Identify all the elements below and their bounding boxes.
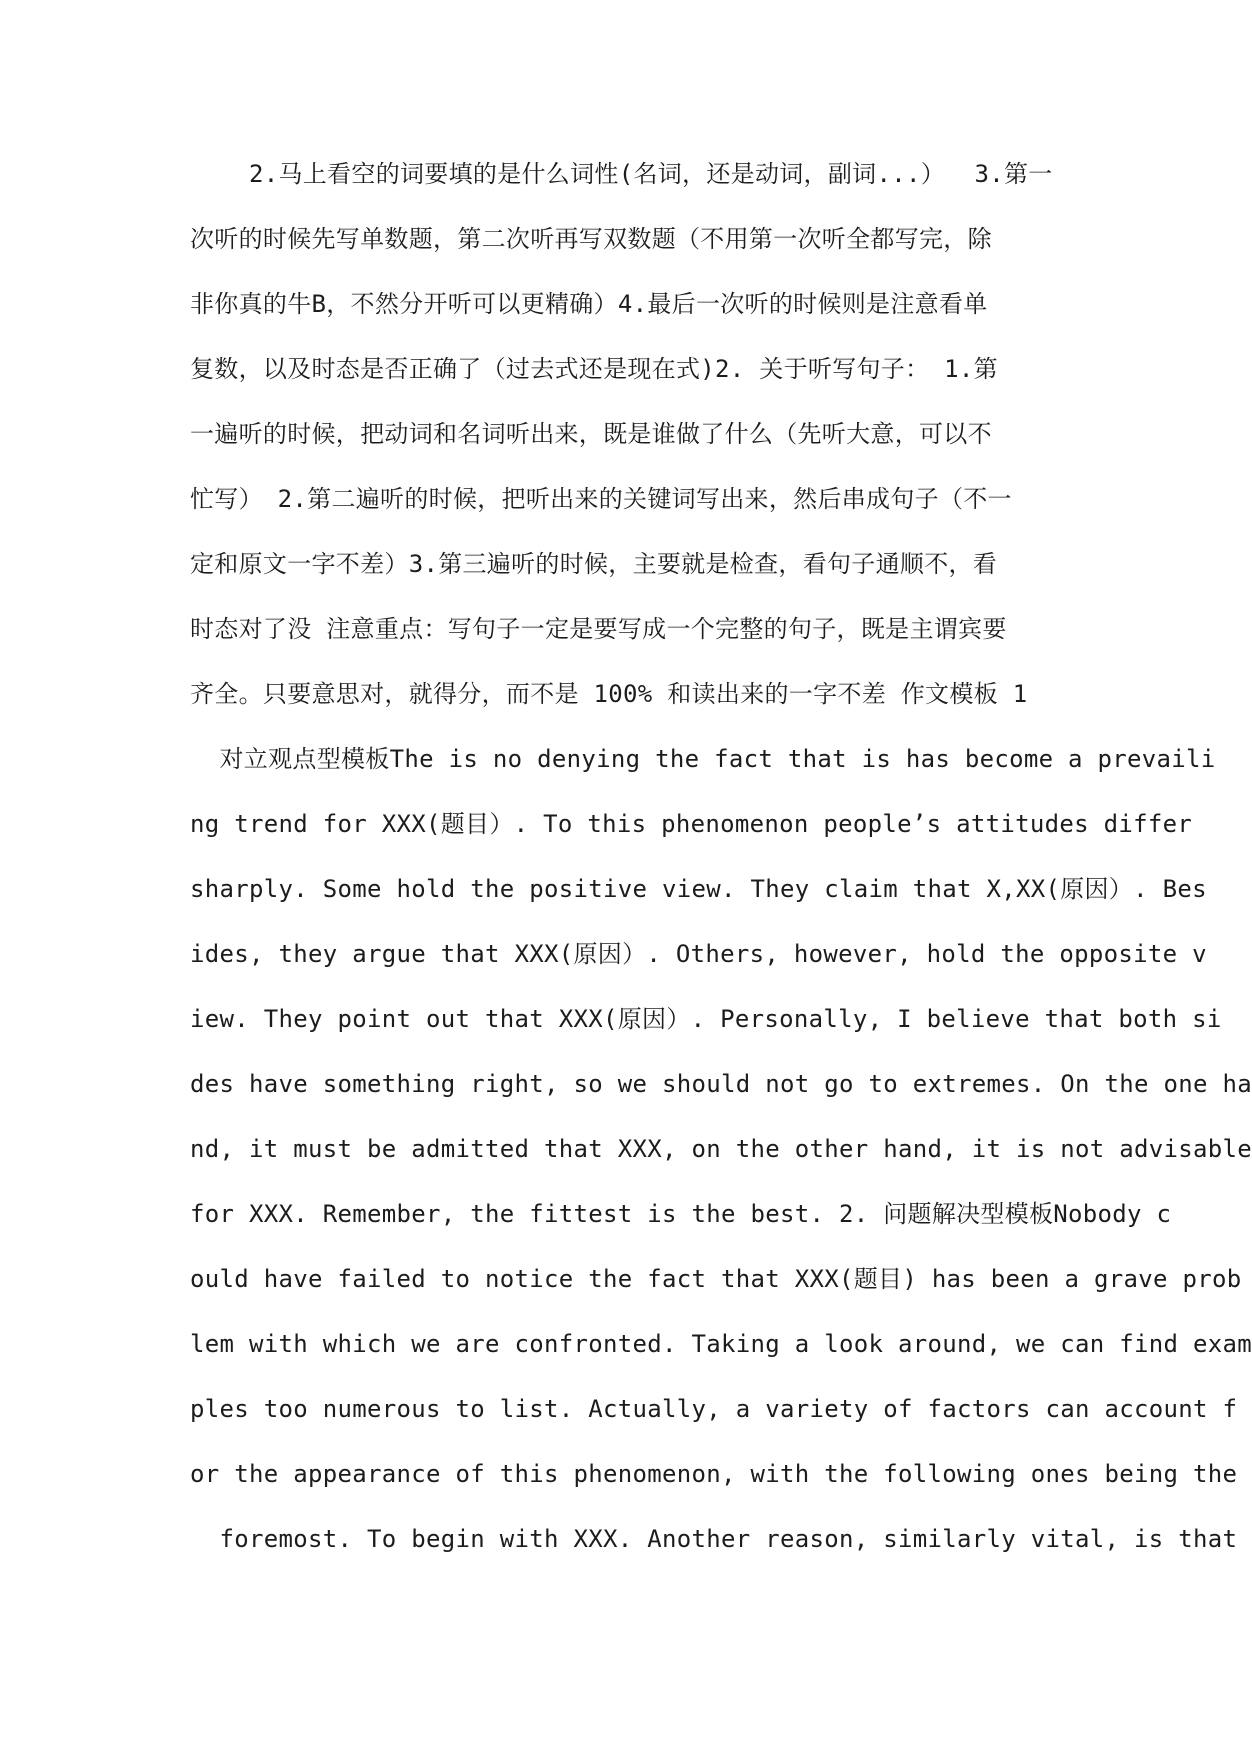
text-line: for XXX. Remember, the fittest is the best. 2. 问题解决型模板Nobody c [190, 1200, 1172, 1228]
text-line: 非你真的牛B，不然分开听可以更精确）4.最后一次听的时候则是注意看单 [190, 290, 988, 318]
text-line: 忙写） 2.第二遍听的时候，把听出来的关键词写出来，然后串成句子（不一 [190, 485, 1012, 513]
text-line: or the appearance of this phenomenon, with the following ones being the [190, 1460, 1238, 1488]
text-line: 齐全。只要意思对，就得分，而不是 100% 和读出来的一字不差 作文模板 1 [190, 680, 1028, 708]
text-line: 一遍听的时候，把动词和名词听出来，既是谁做了什么（先听大意，可以不 [190, 420, 992, 448]
text-line: ould have failed to notice the fact that XXX(题目) has been a grave prob [190, 1265, 1242, 1293]
text-line: 复数，以及时态是否正确了（过去式还是现在式)2. 关于听写句子： 1.第 [190, 355, 998, 383]
text-line: 次听的时候先写单数题，第二次听再写双数题（不用第一次听全都写完，除 [190, 225, 992, 253]
text-line: foremost. To begin with XXX. Another reason, similarly vital, is that [190, 1525, 1238, 1553]
text-line: des have something right, so we should not go to extremes. On the one ha [190, 1070, 1252, 1098]
text-line: 对立观点型模板The is no denying the fact that is has become a prevaili [190, 745, 1216, 773]
text-line: nd, it must be admitted that XXX, on the other hand, it is not advisable [190, 1135, 1252, 1163]
text-line: 2.马上看空的词要填的是什么词性(名词，还是动词，副词...） 3.第一 [190, 160, 1053, 188]
text-line: ides, they argue that XXX(原因）. Others, however, hold the opposite v [190, 940, 1207, 968]
text-line: 定和原文一字不差）3.第三遍听的时候，主要就是检查，看句子通顺不，看 [190, 550, 998, 578]
text-line: ples too numerous to list. Actually, a variety of factors can account f [190, 1395, 1238, 1423]
body-text [190, 158, 1252, 1588]
text-line: iew. They point out that XXX(原因）. Personally, I believe that both si [190, 1005, 1222, 1033]
text-line: ng trend for XXX(题目）. To this phenomenon people’s attitudes differ [190, 810, 1193, 838]
text-line: 时态对了没 注意重点：写句子一定是要写成一个完整的句子，既是主谓宾要 [190, 615, 1007, 643]
text-line: lem with which we are confronted. Taking a look around, we can find exam [190, 1330, 1252, 1358]
text-line: sharply. Some hold the positive view. They claim that X,XX(原因）. Bes [190, 875, 1207, 903]
